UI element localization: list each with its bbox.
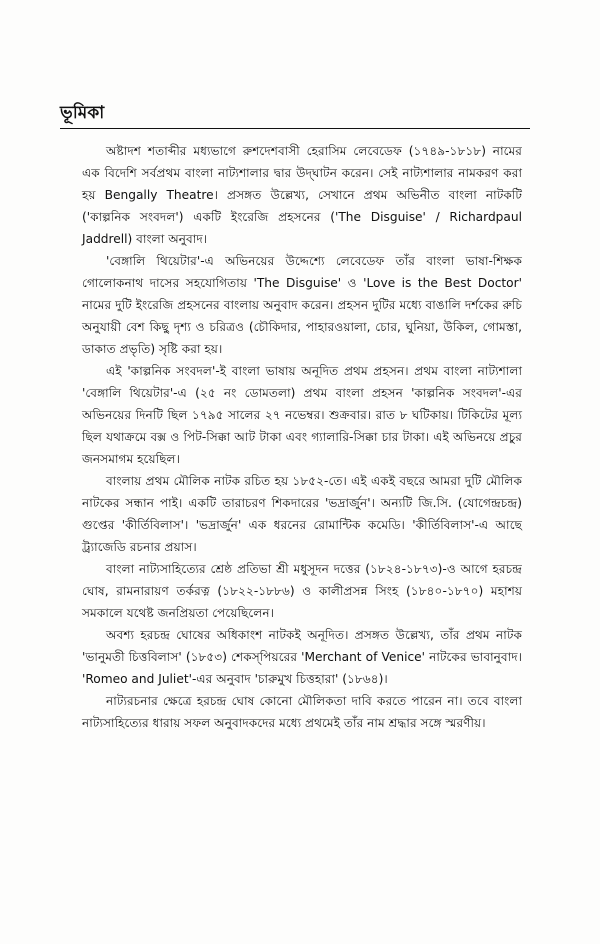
- paragraph: অষ্টাদশ শতাব্দীর মধ্যভাগে রুশদেশবাসী হেরাসিম লেবেডেফ (১৭৪৯-১৮১৮) নামের এক বিদেশি সর্বপ্রথম বাংলা নাট্যশালার দ্বার উদ্‌ঘাটন করেন। সেই নাট্যশালার নামকরণ করা হয় Bengally Theatre। প্রসঙ্গত উল্লেখ্য, সেখানে প্রথম অভিনীত বাংলা নাটকটি ('কাল্পনিক সংবদল') একটি ইংরেজি প্রহসনের ('The Disguise' / Richardpaul Jaddrell) বাংলা অনুবাদ।: [82, 144, 522, 246]
- paragraph: বাংলায় প্রথম মৌলিক নাটক রচিত হয় ১৮৫২-তে। এই একই বছরে আমরা দুটি মৌলিক নাটকের সন্ধান পাই। একটি তারাচরণ শিকদারের 'ভদ্রার্জুন'। অন্যটি জি.সি. (যোগেন্দ্রচন্দ্র) গুপ্তের 'কীর্তিবিলাস'। 'ভদ্রার্জুন' এক ধরনের রোমান্টিক কমেডি। 'কীর্তিবিলাস'-এ আছে ট্র্যাজেডি রচনার প্রয়াস।: [82, 474, 522, 554]
- paragraph: অবশ্য হরচন্দ্র ঘোষের অধিকাংশ নাটকই অনূদিত। প্রসঙ্গত উল্লেখ্য, তাঁর প্রথম নাটক 'ভানুমতী চিত্তবিলাস' (১৮৫৩) শেকস্‌পিয়রের 'Merchant of Venice' নাটকের ভাবানুবাদ। 'Romeo and Juliet'-এর অনুবাদ 'চারুমুখ চিত্তহারা' (১৮৬৪)।: [82, 628, 522, 686]
- paragraph: এই 'কাল্পনিক সংবদল'-ই বাংলা ভাষায় অনূদিত প্রথম প্রহসন। প্রথম বাংলা নাট্যশালা 'বেঙ্গালি থিয়েটার'-এ (২৫ নং ডোমতলা) প্রথম বাংলা প্রহসন 'কাল্পনিক সংবদল'-এর অভিনয়ের দিনটি ছিল ১৭৯৫ সালের ২৭ নভেম্বর। শুক্রবার। রাত ৮ ঘটিকায়। টিকিটের মূল্য ছিল যথাক্রমে বক্স ও পিট-সিক্কা আট টাকা এবং গ্যালারি-সিক্কা চার টাকা। এই অভিনয়ে প্রচুর জনসমাগম হয়েছিল।: [82, 364, 522, 466]
- paragraph: 'বেঙ্গালি থিয়েটার'-এ অভিনয়ের উদ্দেশ্যে লেবেডেফ তাঁর বাংলা ভাষা-শিক্ষক গোলোকনাথ দাসের সহযোগিতায় 'The Disguise' ও 'Love is the Best Doctor' নামের দুটি ইংরেজি প্রহসনের বাংলায় অনুবাদ করেন। প্রহসন দুটির মধ্যে বাঙালি দর্শকের রুচি অনুযায়ী বেশ কিছু দৃশ্য ও চরিত্রও (চৌকিদার, পাহারওয়ালা, চোর, ঘুনিয়া, উকিল, গোমস্তা, ডাকাত প্রভৃতি) সৃষ্টি করা হয়।: [82, 254, 522, 356]
- page-heading: ভূমিকা: [60, 103, 105, 123]
- body-text: [82, 140, 522, 734]
- paragraph: নাট্যরচনার ক্ষেত্রে হরচন্দ্র ঘোষ কোনো মৌলিকতা দাবি করতে পারেন না। তবে বাংলা নাট্যসাহিত্যের ধারায় সফল অনুবাদকদের মধ্যে প্রথমেই তাঁর নাম শ্রদ্ধার সঙ্গে স্মরণীয়।: [82, 694, 522, 730]
- paragraph: বাংলা নাট্যসাহিত্যের শ্রেষ্ঠ প্রতিভা শ্রী মধুসূদন দত্তের (১৮২৪-১৮৭৩)-ও আগে হরচন্দ্র ঘোষ, রামনারায়ণ তর্করত্ন (১৮২২-১৮৮৬) ও কালীপ্রসন্ন সিংহ (১৮৪০-১৮৭০) মহাশয় সমকালে যথেষ্ট জনপ্রিয়তা পেয়েছিলেন।: [82, 562, 522, 620]
- heading-rule: [60, 128, 530, 129]
